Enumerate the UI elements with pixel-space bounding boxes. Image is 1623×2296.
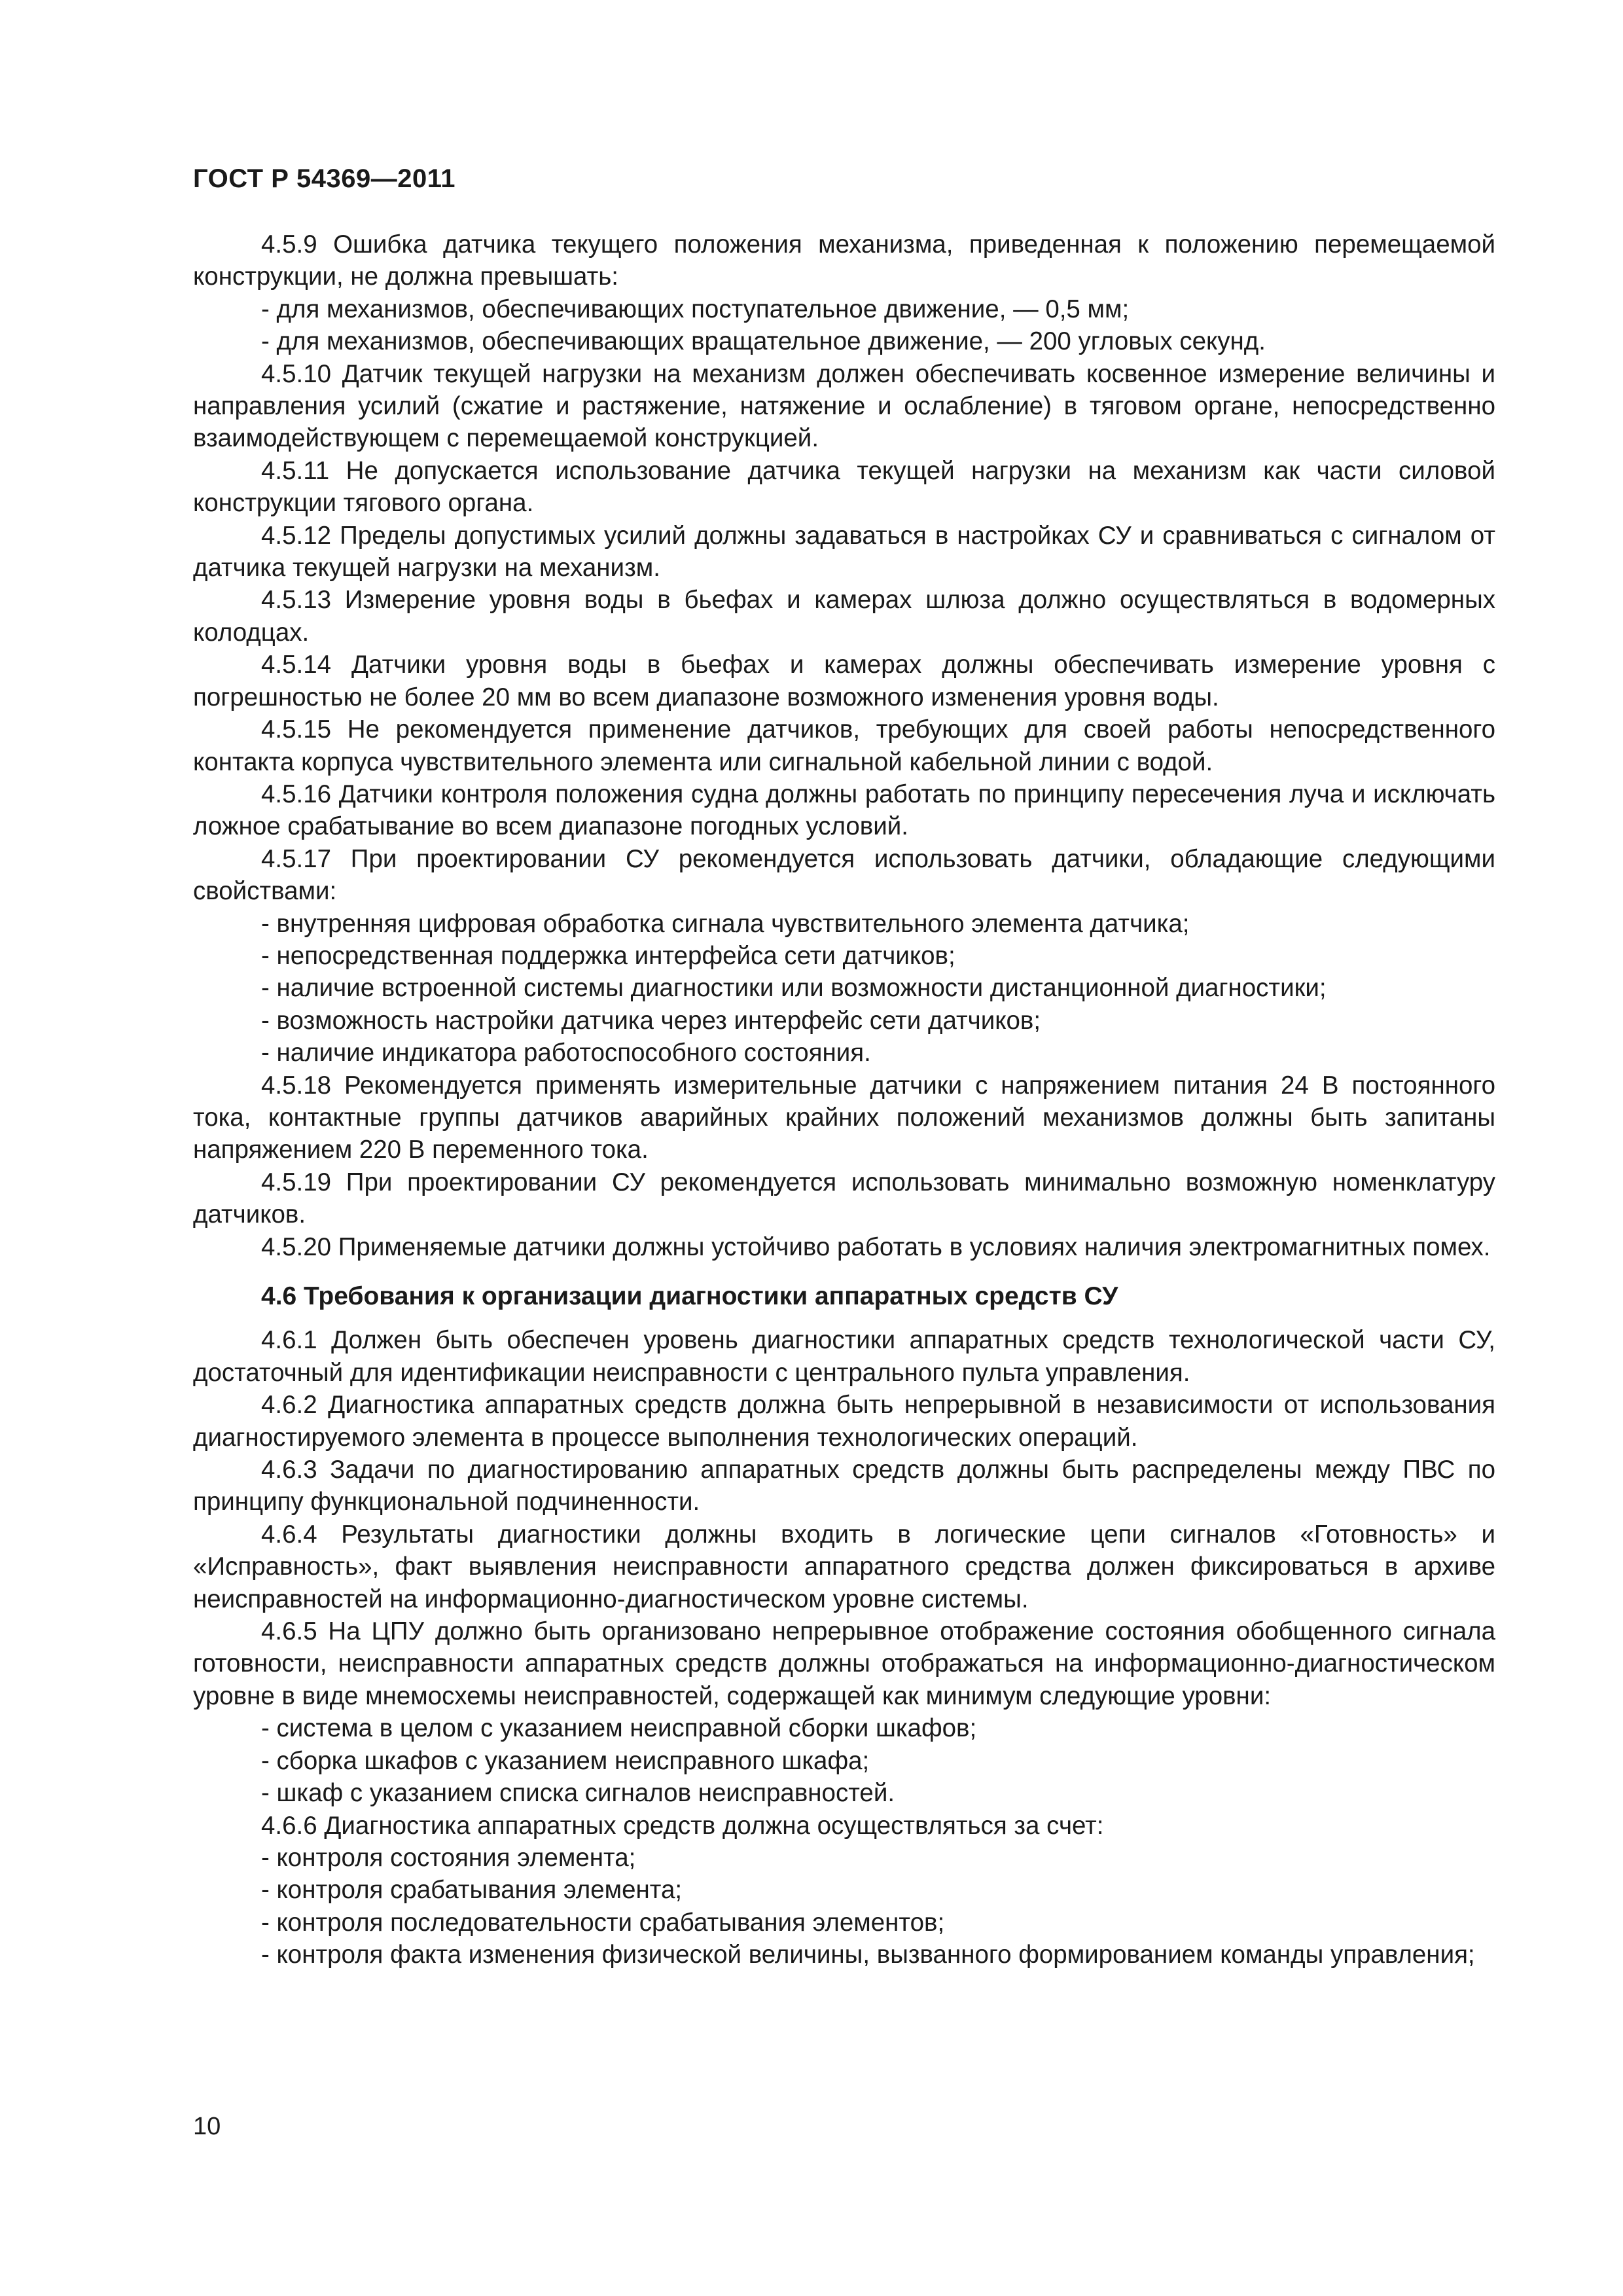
paragraph-4-5-14: 4.5.14 Датчики уровня воды в бьефах и камерах должны обеспечивать измерение уровня с погрешностью не более 20 мм во всем диапазоне возможного изменения уровня воды. <box>193 651 1495 711</box>
list-item: - контроля факта изменения физической величины, вызванного формированием команды управления; <box>261 1941 1475 1969</box>
paragraph-4-6-2: 4.6.2 Диагностика аппаратных средств должна быть непрерывной в независимости от использования диагностируемого элемента в процессе выполнения технологических операций. <box>193 1391 1495 1452</box>
list-item: - непосредственная поддержка интерфейса сети датчиков; <box>261 941 955 970</box>
paragraph-4-5-20: 4.5.20 Применяемые датчики должны устойчиво работать в условиях наличия электромагнитных помех. <box>261 1232 1491 1261</box>
paragraph-4-6-5: 4.6.5 На ЦПУ должно быть организовано непрерывное отображение состояния обобщенного сигнала готовности, неисправности аппаратных средств должны отображаться на информационно-диагностическом уровне в виде мнемосхемы неисправностей, содержащей как минимум следующие уровни: <box>193 1617 1495 1710</box>
paragraph-4-6-3: 4.6.3 Задачи по диагностированию аппаратных средств должны быть распределены между ПВС по принципу функциональной подчиненности. <box>193 1456 1495 1516</box>
paragraph-4-5-9: 4.5.9 Ошибка датчика текущего положения механизма, приведенная к положению перемещаемой конструкции, не должна превышать: <box>193 230 1495 291</box>
page-number: 10 <box>193 2113 221 2140</box>
list-item: - возможность настройки датчика через интерфейс сети датчиков; <box>261 1006 1041 1035</box>
section-title-4-6: 4.6 Требования к организации диагностики аппаратных средств СУ <box>261 1282 1118 1310</box>
paragraph-4-5-18: 4.5.18 Рекомендуется применять измерительные датчики с напряжением питания 24 В постоянного тока, контактные группы датчиков аварийных крайних положений механизмов должны быть запитаны напряжением 220 В переменного тока. <box>193 1071 1495 1164</box>
paragraph-4-6-6: 4.6.6 Диагностика аппаратных средств должна осуществляться за счет: <box>261 1811 1104 1840</box>
list-item: - для механизмов, обеспечивающих вращательное движение, — 200 угловых секунд. <box>261 327 1266 356</box>
paragraph-4-5-15: 4.5.15 Не рекомендуется применение датчиков, требующих для своей работы непосредственного контакта корпуса чувствительного элемента или сигнальной кабельной линии с водой. <box>193 715 1495 776</box>
paragraph-4-6-1: 4.6.1 Должен быть обеспечен уровень диагностики аппаратных средств технологической части СУ, достаточный для идентификации неисправности с центрального пульта управления. <box>193 1326 1495 1387</box>
list-item: - контроля срабатывания элемента; <box>261 1876 683 1905</box>
list-item: - наличие индикатора работоспособного состояния. <box>261 1039 871 1067</box>
paragraph-4-5-13: 4.5.13 Измерение уровня воды в бьефах и камерах шлюза должно осуществляться в водомерных колодцах. <box>193 586 1495 647</box>
list-item: - контроля состояния элемента; <box>261 1843 636 1872</box>
list-item: - контроля последовательности срабатывания элементов; <box>261 1908 945 1937</box>
paragraph-4-5-11: 4.5.11 Не допускается использование датчика текущей нагрузки на механизм как части силовой конструкции тягового органа. <box>193 456 1495 518</box>
paragraph-4-6-4: 4.6.4 Результаты диагностики должны входить в логические цепи сигналов «Готовность» и «Исправность», факт выявления неисправности аппаратного средства должен фиксироваться в архиве неисправностей на информационно-диагностическом уровне системы. <box>193 1520 1495 1613</box>
document-code-header: ГОСТ Р 54369—2011 <box>193 164 455 193</box>
list-item: - для механизмов, обеспечивающих поступательное движение, — 0,5 мм; <box>261 295 1130 323</box>
list-item: - шкаф с указанием списка сигналов неисправностей. <box>261 1779 895 1808</box>
list-item: - наличие встроенной системы диагностики или возможности дистанционной диагностики; <box>261 974 1327 1003</box>
list-item: - сборка шкафов с указанием неисправного шкафа; <box>261 1746 870 1775</box>
list-item: - система в целом с указанием неисправной сборки шкафов; <box>261 1714 977 1743</box>
paragraph-4-5-17: 4.5.17 При проектировании СУ рекомендуется использовать датчики, обладающие следующими свойствами: <box>193 844 1495 906</box>
paragraph-4-5-16: 4.5.16 Датчики контроля положения судна должны работать по принципу пересечения луча и исключать ложное срабатывание во всем диапазоне погодных условий. <box>193 780 1495 841</box>
paragraph-4-5-10: 4.5.10 Датчик текущей нагрузки на механизм должен обеспечивать косвенное измерение величины и направления усилий (сжатие и растяжение, натяжение и ослабление) в тяговом органе, непосредственно взаимодействующем с перемещаемой конструкцией. <box>193 359 1495 453</box>
paragraph-4-5-19: 4.5.19 При проектировании СУ рекомендуется использовать минимально возможную номенклатуру датчиков. <box>193 1168 1495 1229</box>
list-item: - внутренняя цифровая обработка сигнала чувствительного элемента датчика; <box>261 909 1190 938</box>
document-body <box>193 228 1495 1971</box>
paragraph-4-5-12: 4.5.12 Пределы допустимых усилий должны задаваться в настройках СУ и сравниваться с сигналом от датчика текущей нагрузки на механизм. <box>193 521 1495 583</box>
